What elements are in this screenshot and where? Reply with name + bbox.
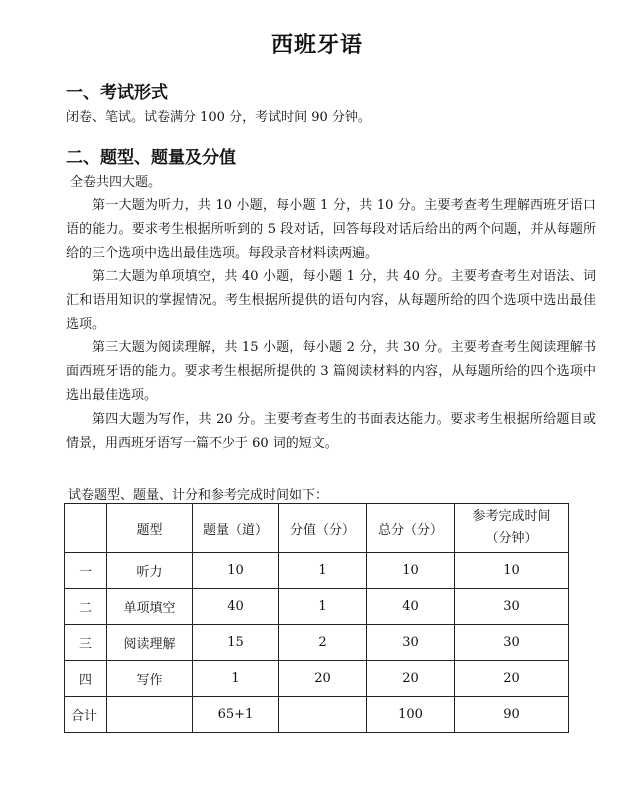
table-cell: 1 <box>193 661 279 697</box>
paragraph-reading: 第三大题为阅读理解，共 15 小题，每小题 2 分，共 30 分。主要考查考生阅读理解书面西班牙语的能力。要求考生根据所提供的 3 篇阅读材料的内容，从每题所给的四个选项中选出最佳选项。 <box>66 340 596 403</box>
table-total-row <box>65 697 569 733</box>
table-cell: 65+1 <box>193 697 279 733</box>
table-cell: 90 <box>455 697 569 733</box>
table-cell: 40 <box>367 589 455 625</box>
table-cell: 30 <box>367 625 455 661</box>
table-cell <box>279 697 367 733</box>
paragraph-writing: 第四大题为写作，共 20 分。主要考查考生的书面表达能力。要求考生根据所给题目或情景，用西班牙语写一篇不少于 60 词的短文。 <box>66 412 596 451</box>
table-cell: 20 <box>279 661 367 697</box>
table-cell: 40 <box>193 589 279 625</box>
header-cell: 参考完成时间 （分钟） <box>455 504 569 553</box>
table-cell: 二 <box>65 589 107 625</box>
table-cell: 30 <box>455 589 569 625</box>
table-row <box>65 589 569 625</box>
table-cell: 15 <box>193 625 279 661</box>
table-cell: 10 <box>367 553 455 589</box>
table-cell: 听力 <box>107 553 193 589</box>
paragraph-fill-in: 第二大题为单项填空，共 40 小题，每小题 1 分，共 40 分。主要考查考生对语法、词汇和语用知识的掌握情况。考生根据所提供的语句内容，从每题所给的四个选项中选出最佳选项。 <box>66 269 596 332</box>
header-cell: 题量（道） <box>193 504 279 553</box>
table-cell: 合计 <box>65 697 107 733</box>
table-cell: 单项填空 <box>107 589 193 625</box>
exam-format-text: 闭卷、笔试。试卷满分 100 分，考试时间 90 分钟。 <box>66 110 371 125</box>
section-heading-exam-format: 一、考试形式 <box>66 83 168 103</box>
table-cell: 20 <box>455 661 569 697</box>
header-cell: 分值（分） <box>279 504 367 553</box>
table-cell: 三 <box>65 625 107 661</box>
table-cell <box>107 697 193 733</box>
header-cell: 总分（分） <box>367 504 455 553</box>
paragraph-listening: 第一大题为听力，共 10 小题，每小题 1 分，共 10 分。主要考查考生理解西班牙语口语的能力。要求考生根据所听到的 5 段对话，回答每段对话后给出的两个问题，并从每题所给的三个选项中选出最佳选项。每段录音材料读两遍。 <box>66 198 596 261</box>
table-caption: 试卷题型、题量、计分和参考完成时间如下： <box>68 488 329 503</box>
header-cell <box>65 504 107 553</box>
table-cell: 30 <box>455 625 569 661</box>
table-cell: 一 <box>65 553 107 589</box>
intro-text: 全卷共四大题。 <box>70 175 162 190</box>
page-title: 西班牙语 <box>270 32 363 58</box>
table-cell: 阅读理解 <box>107 625 193 661</box>
table-row <box>65 625 569 661</box>
table-cell: 1 <box>279 553 367 589</box>
table-row <box>65 661 569 697</box>
table-cell: 写作 <box>107 661 193 697</box>
table-cell: 四 <box>65 661 107 697</box>
table-cell: 10 <box>455 553 569 589</box>
section-heading-question-types: 二、题型、题量及分值 <box>66 148 236 168</box>
table-row <box>65 553 569 589</box>
table-cell: 2 <box>279 625 367 661</box>
score-table <box>64 503 569 733</box>
table-cell: 1 <box>279 589 367 625</box>
table-cell: 10 <box>193 553 279 589</box>
table-header-row <box>65 504 569 553</box>
table-cell: 100 <box>367 697 455 733</box>
table-cell: 20 <box>367 661 455 697</box>
header-cell: 题型 <box>107 504 193 553</box>
